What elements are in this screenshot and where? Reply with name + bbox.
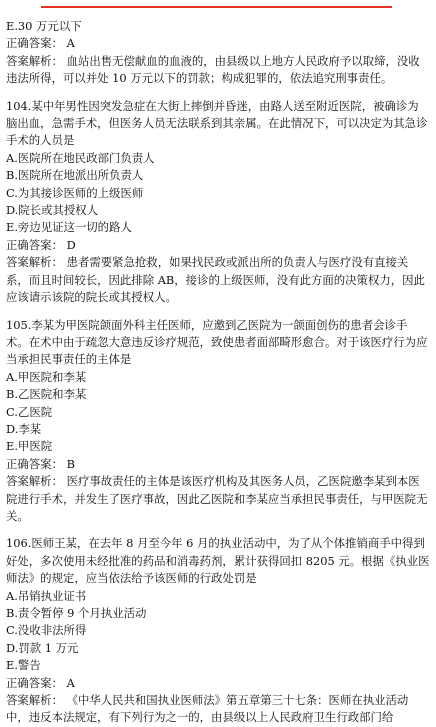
option-c: C.没收非法所得 — [6, 623, 87, 638]
option-b: B.乙医院和李某 — [6, 387, 87, 402]
question-105 — [6, 317, 430, 526]
option-c: C.为其接诊医师的上级医师 — [6, 185, 144, 200]
question-106 — [6, 535, 430, 726]
header-rule — [41, 6, 392, 8]
option-a: A.医院所在地民政部门负责人 — [6, 150, 155, 165]
answer-explanation: 答案解析： 《中华人民共和国执业医师法》第五章第三十七条：医师在执业活动中，违反本法规定，有下列行为之一的，由县级以上人民政府卫生行政部门给 — [6, 693, 409, 725]
answer-explanation: 答案解析： 医疗事故责任的主体是该医疗机构及其医务人员，乙医院邀李某到本医院进行手术，并发生了医疗事故，因此乙医院和李某应当承担民事责任，与甲医院无关。 — [6, 474, 428, 523]
question-text: 104.某中年男性因突发急症在大街上摔倒并昏迷，由路人送至附近医院，被确诊为脑出血，急需手术，但医务人员无法联系到其亲属。在此情况下，可以决定为其急诊手术的人员是 — [6, 98, 428, 148]
question-list — [6, 18, 430, 727]
question-text: 106.医师王某，在去年 8 月至今年 6 月的执业活动中，为了从个体推销商手中得到好处，多次使用未经批准的药品和消毒药剂，累计获得回扣 8205 元。根据《执业医师法》的规定，应当依法给予该医师的行政处罚是 — [6, 536, 430, 586]
question-104 — [6, 98, 430, 307]
correct-answer: 正确答案： A — [6, 675, 75, 690]
correct-answer: 正确答案： D — [6, 237, 76, 252]
answer-explanation: 答案解析： 血站出售无偿献血的血液的，由县级以上地方人民政府予以取缔，没收违法所得，可以并处 10 万元以下的罚款；构成犯罪的，依法追究刑事责任。 — [6, 53, 420, 86]
option-b: B.责令暂停 9 个月执业活动 — [6, 606, 147, 620]
option-e: E.旁边见证这一切的路人 — [6, 220, 132, 235]
option-a: A.甲医院和李某 — [6, 369, 87, 384]
answer-explanation: 答案解析： 患者需要紧急抢救，如果找民政或派出所的负责人与医疗没有直接关系，而且时间较长，因此排除 AB，接诊的上级医师，没有此方面的决策权力，因此应该请示该院的院长或其授权人。 — [6, 255, 425, 305]
option-e: E.30 万元以下 — [6, 19, 82, 33]
option-b: B.医院所在地派出所负责人 — [6, 168, 144, 183]
option-d: D.院长或其授权人 — [6, 203, 99, 218]
question-text: 105.李某为甲医院颌面外科主任医师，应邀到乙医院为一颌面创伤的患者会诊手术。在术中由于疏忽大意违反诊疗规范，致使患者面部畸形愈合。对于该医疗行为应当承担民事责任的主体是 — [6, 317, 428, 367]
option-e: E.警告 — [6, 658, 41, 673]
option-d: D.罚款 1 万元 — [6, 640, 79, 655]
option-c: C.乙医院 — [6, 404, 53, 419]
correct-answer: 正确答案： B — [6, 456, 75, 471]
option-a: A.吊销执业证书 — [6, 588, 87, 603]
option-d: D.李某 — [6, 421, 42, 436]
question-103-tail — [6, 18, 430, 88]
correct-answer: 正确答案： A — [6, 36, 75, 51]
option-e: E.甲医院 — [6, 439, 53, 454]
